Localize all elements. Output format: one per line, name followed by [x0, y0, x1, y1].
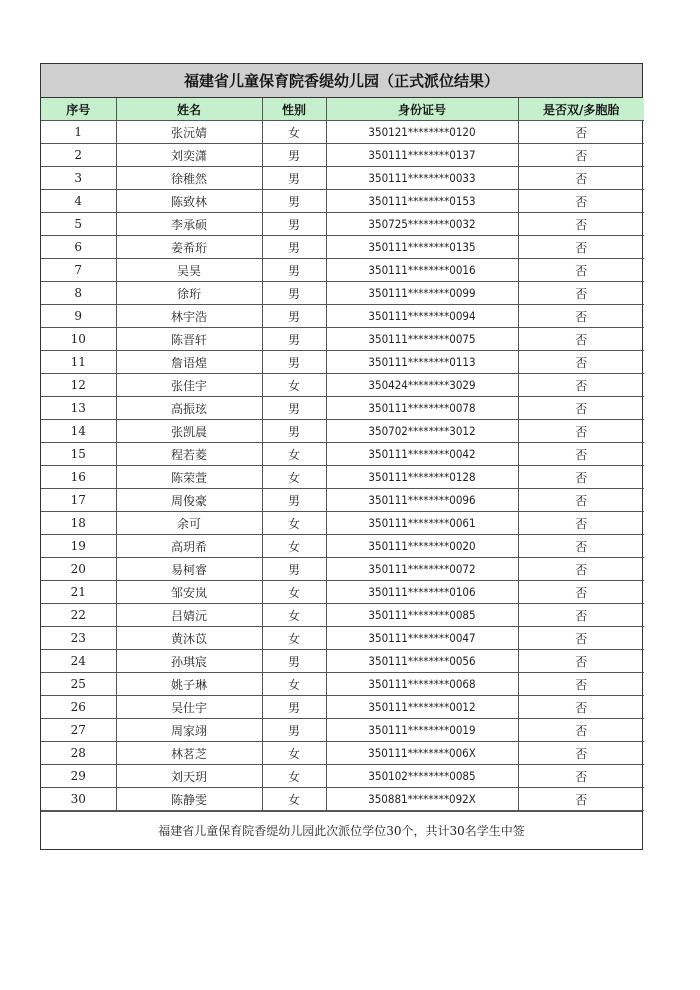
cell-name: 徐稚然: [116, 167, 262, 190]
cell-name: 周俊豪: [116, 489, 262, 512]
cell-index: 3: [41, 167, 116, 190]
cell-twins: 否: [518, 627, 644, 650]
cell-id-number: 350702********3012: [326, 420, 518, 443]
cell-id-number: 350111********0128: [326, 466, 518, 489]
cell-id-number: 350111********0106: [326, 581, 518, 604]
cell-name: 刘天玥: [116, 765, 262, 788]
cell-id-number: 350111********0075: [326, 328, 518, 351]
table-row: [41, 650, 644, 673]
cell-name: 陈荣萱: [116, 466, 262, 489]
table-row: [41, 558, 644, 581]
cell-index: 13: [41, 397, 116, 420]
table-row: [41, 765, 644, 788]
cell-name: 周家翊: [116, 719, 262, 742]
cell-name: 詹语煌: [116, 351, 262, 374]
cell-gender: 男: [262, 351, 326, 374]
cell-name: 林宇浩: [116, 305, 262, 328]
cell-twins: 否: [518, 788, 644, 811]
cell-id-number: 350102********0085: [326, 765, 518, 788]
cell-id-number: 350111********0137: [326, 144, 518, 167]
cell-id-number: 350111********0078: [326, 397, 518, 420]
cell-index: 27: [41, 719, 116, 742]
cell-index: 9: [41, 305, 116, 328]
cell-id-number: 350111********0153: [326, 190, 518, 213]
cell-name: 张沅婧: [116, 121, 262, 144]
table-row: [41, 466, 644, 489]
cell-index: 29: [41, 765, 116, 788]
cell-name: 姜希珩: [116, 236, 262, 259]
cell-twins: 否: [518, 535, 644, 558]
cell-index: 15: [41, 443, 116, 466]
header-name: 姓名: [116, 98, 262, 121]
cell-gender: 男: [262, 650, 326, 673]
cell-gender: 男: [262, 397, 326, 420]
cell-twins: 否: [518, 489, 644, 512]
cell-gender: 女: [262, 121, 326, 144]
results-sheet: [40, 63, 643, 850]
cell-gender: 男: [262, 489, 326, 512]
cell-gender: 男: [262, 144, 326, 167]
cell-gender: 女: [262, 742, 326, 765]
table-row: [41, 259, 644, 282]
cell-name: 林茗芝: [116, 742, 262, 765]
cell-gender: 男: [262, 696, 326, 719]
cell-gender: 女: [262, 765, 326, 788]
cell-name: 程若菱: [116, 443, 262, 466]
cell-index: 7: [41, 259, 116, 282]
cell-index: 10: [41, 328, 116, 351]
cell-index: 16: [41, 466, 116, 489]
cell-id-number: 350111********0042: [326, 443, 518, 466]
cell-twins: 否: [518, 259, 644, 282]
cell-twins: 否: [518, 374, 644, 397]
cell-id-number: 350111********0099: [326, 282, 518, 305]
cell-gender: 女: [262, 627, 326, 650]
cell-index: 11: [41, 351, 116, 374]
cell-name: 陈致林: [116, 190, 262, 213]
cell-twins: 否: [518, 420, 644, 443]
cell-gender: 男: [262, 167, 326, 190]
cell-index: 4: [41, 190, 116, 213]
header-twins: 是否双/多胞胎: [518, 98, 644, 121]
cell-id-number: 350111********006X: [326, 742, 518, 765]
table-row: [41, 604, 644, 627]
cell-name: 徐珩: [116, 282, 262, 305]
cell-name: 陈静雯: [116, 788, 262, 811]
cell-id-number: 350111********0012: [326, 696, 518, 719]
table-row: [41, 742, 644, 765]
cell-gender: 女: [262, 443, 326, 466]
cell-twins: 否: [518, 742, 644, 765]
table-row: [41, 696, 644, 719]
cell-twins: 否: [518, 305, 644, 328]
cell-gender: 男: [262, 236, 326, 259]
cell-id-number: 350111********0061: [326, 512, 518, 535]
cell-index: 22: [41, 604, 116, 627]
cell-twins: 否: [518, 351, 644, 374]
cell-index: 12: [41, 374, 116, 397]
cell-name: 易柯睿: [116, 558, 262, 581]
header-id-number: 身份证号: [326, 98, 518, 121]
cell-twins: 否: [518, 443, 644, 466]
cell-id-number: 350111********0068: [326, 673, 518, 696]
cell-gender: 男: [262, 719, 326, 742]
cell-name: 高玥希: [116, 535, 262, 558]
cell-id-number: 350111********0113: [326, 351, 518, 374]
table-row: [41, 305, 644, 328]
cell-twins: 否: [518, 581, 644, 604]
cell-index: 20: [41, 558, 116, 581]
cell-gender: 男: [262, 558, 326, 581]
cell-name: 吴昊: [116, 259, 262, 282]
cell-twins: 否: [518, 673, 644, 696]
cell-twins: 否: [518, 328, 644, 351]
table-row: [41, 328, 644, 351]
cell-name: 高振玹: [116, 397, 262, 420]
cell-twins: 否: [518, 696, 644, 719]
cell-gender: 女: [262, 673, 326, 696]
table-row: [41, 190, 644, 213]
cell-twins: 否: [518, 650, 644, 673]
cell-index: 1: [41, 121, 116, 144]
cell-index: 21: [41, 581, 116, 604]
cell-name: 余可: [116, 512, 262, 535]
cell-index: 18: [41, 512, 116, 535]
cell-index: 5: [41, 213, 116, 236]
cell-id-number: 350111********0056: [326, 650, 518, 673]
table-row: [41, 282, 644, 305]
cell-twins: 否: [518, 719, 644, 742]
table-row: [41, 627, 644, 650]
table-row: [41, 581, 644, 604]
table-row: [41, 351, 644, 374]
cell-twins: 否: [518, 397, 644, 420]
table-row: [41, 236, 644, 259]
cell-gender: 男: [262, 328, 326, 351]
cell-name: 邹安岚: [116, 581, 262, 604]
cell-name: 陈晋轩: [116, 328, 262, 351]
cell-index: 19: [41, 535, 116, 558]
cell-gender: 男: [262, 282, 326, 305]
table-row: [41, 535, 644, 558]
cell-twins: 否: [518, 282, 644, 305]
table-row: [41, 397, 644, 420]
cell-name: 吕婧沅: [116, 604, 262, 627]
table-row: [41, 420, 644, 443]
table-body: [41, 121, 644, 811]
header-row: [41, 98, 644, 121]
table-row: [41, 788, 644, 811]
cell-index: 17: [41, 489, 116, 512]
cell-name: 黄沐苡: [116, 627, 262, 650]
cell-index: 24: [41, 650, 116, 673]
cell-gender: 女: [262, 788, 326, 811]
sheet-title: 福建省儿童保育院香缇幼儿园（正式派位结果）: [41, 64, 642, 98]
cell-id-number: 350424********3029: [326, 374, 518, 397]
table-row: [41, 167, 644, 190]
cell-id-number: 350111********0020: [326, 535, 518, 558]
cell-gender: 女: [262, 466, 326, 489]
results-table: [41, 98, 644, 811]
cell-id-number: 350111********0016: [326, 259, 518, 282]
cell-gender: 男: [262, 259, 326, 282]
cell-name: 刘奕潇: [116, 144, 262, 167]
table-row: [41, 213, 644, 236]
table-row: [41, 374, 644, 397]
cell-index: 2: [41, 144, 116, 167]
cell-twins: 否: [518, 121, 644, 144]
cell-gender: 男: [262, 305, 326, 328]
cell-index: 8: [41, 282, 116, 305]
cell-gender: 女: [262, 581, 326, 604]
cell-twins: 否: [518, 512, 644, 535]
table-row: [41, 673, 644, 696]
cell-id-number: 350881********092X: [326, 788, 518, 811]
cell-twins: 否: [518, 466, 644, 489]
cell-twins: 否: [518, 236, 644, 259]
cell-id-number: 350725********0032: [326, 213, 518, 236]
cell-id-number: 350111********0135: [326, 236, 518, 259]
cell-id-number: 350111********0033: [326, 167, 518, 190]
cell-twins: 否: [518, 190, 644, 213]
cell-gender: 男: [262, 420, 326, 443]
header-gender: 性别: [262, 98, 326, 121]
cell-index: 25: [41, 673, 116, 696]
table-row: [41, 512, 644, 535]
cell-twins: 否: [518, 144, 644, 167]
cell-id-number: 350111********0072: [326, 558, 518, 581]
cell-gender: 男: [262, 190, 326, 213]
cell-name: 李承硕: [116, 213, 262, 236]
cell-name: 张佳宇: [116, 374, 262, 397]
cell-index: 30: [41, 788, 116, 811]
cell-twins: 否: [518, 604, 644, 627]
cell-id-number: 350111********0019: [326, 719, 518, 742]
cell-twins: 否: [518, 558, 644, 581]
cell-id-number: 350111********0096: [326, 489, 518, 512]
table-row: [41, 443, 644, 466]
cell-index: 14: [41, 420, 116, 443]
cell-gender: 女: [262, 535, 326, 558]
cell-twins: 否: [518, 167, 644, 190]
cell-id-number: 350111********0094: [326, 305, 518, 328]
cell-name: 吴仕宇: [116, 696, 262, 719]
table-row: [41, 489, 644, 512]
cell-name: 姚子琳: [116, 673, 262, 696]
cell-twins: 否: [518, 213, 644, 236]
cell-gender: 女: [262, 604, 326, 627]
cell-gender: 女: [262, 512, 326, 535]
cell-twins: 否: [518, 765, 644, 788]
table-row: [41, 144, 644, 167]
cell-index: 28: [41, 742, 116, 765]
cell-index: 26: [41, 696, 116, 719]
table-row: [41, 121, 644, 144]
cell-id-number: 350121********0120: [326, 121, 518, 144]
cell-index: 6: [41, 236, 116, 259]
cell-index: 23: [41, 627, 116, 650]
cell-gender: 男: [262, 213, 326, 236]
cell-name: 张凯晨: [116, 420, 262, 443]
sheet-footer-note: 福建省儿童保育院香缇幼儿园此次派位学位30个，共计30名学生中签: [41, 811, 642, 849]
cell-name: 孙琪宸: [116, 650, 262, 673]
header-index: 序号: [41, 98, 116, 121]
cell-gender: 女: [262, 374, 326, 397]
cell-id-number: 350111********0085: [326, 604, 518, 627]
cell-id-number: 350111********0047: [326, 627, 518, 650]
table-row: [41, 719, 644, 742]
